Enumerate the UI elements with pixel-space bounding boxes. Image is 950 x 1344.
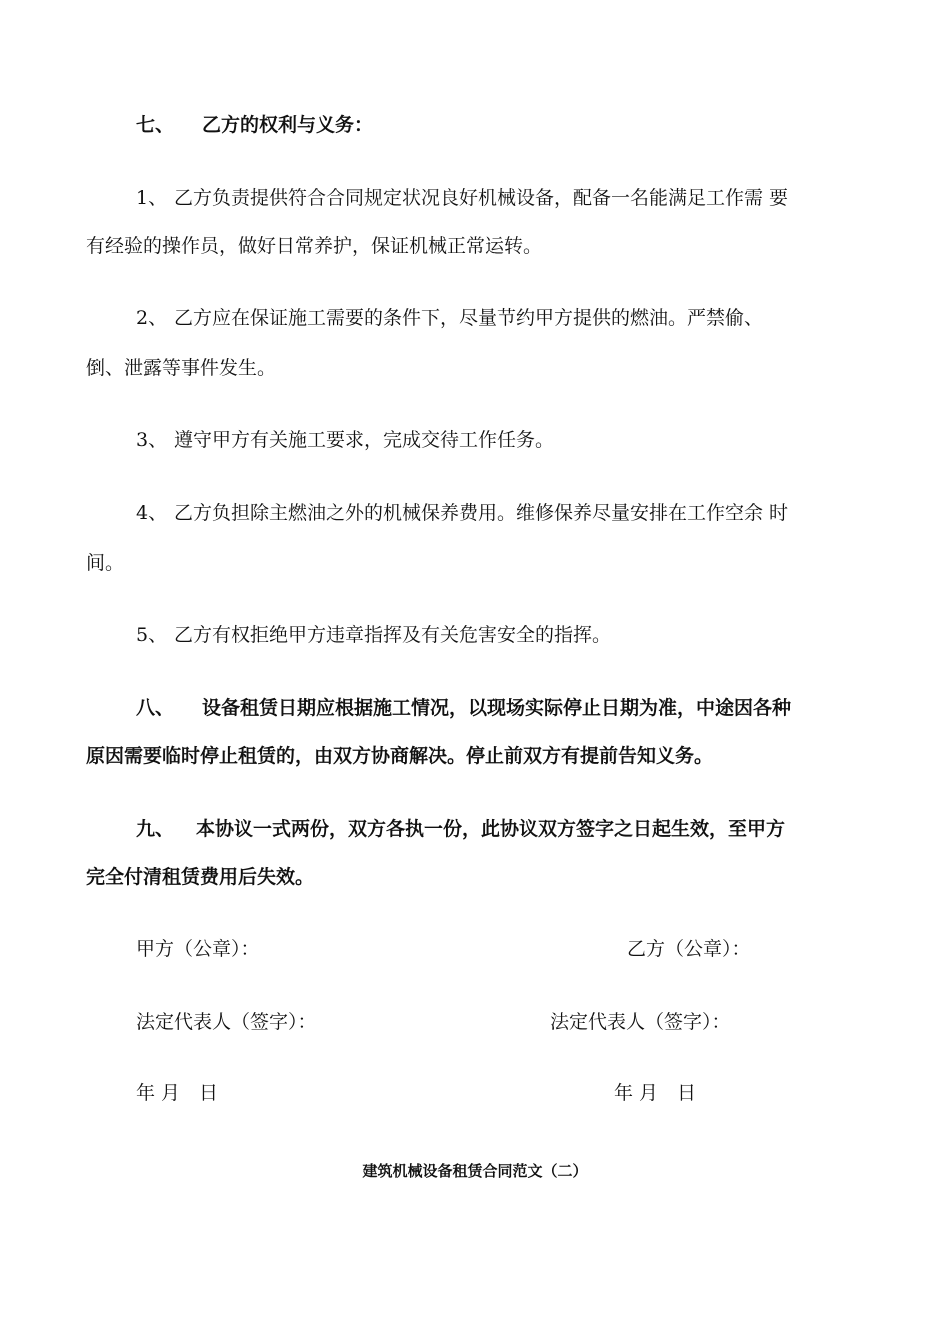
section-7-heading [136, 112, 922, 138]
item-1-text-1: 乙方负责提供符合合同规定状况良好机械设备，配备一名能满足工作需 要 [174, 187, 789, 209]
item-3-text-1: 遵守甲方有关施工要求，完成交待工作任务。 [174, 429, 555, 451]
party-b-date: 年 月 日 [614, 1082, 697, 1104]
section-7-number: 七、 [136, 114, 175, 136]
party-a-date: 年 月 日 [136, 1082, 219, 1104]
item-4-line-2: 间。 [86, 552, 125, 574]
item-1-line-1 [136, 185, 922, 211]
item-2-line-2: 倒、泄露等事件发生。 [86, 357, 277, 379]
section-8-text-1: 设备租赁日期应根据施工情况，以现场实际停止日期为准，中途因各种 [202, 697, 792, 719]
section-7-title: 乙方的权利与义务： [202, 114, 374, 136]
item-3-number: 3、 [136, 429, 168, 451]
item-5-number: 5、 [136, 624, 168, 646]
section-9-text-1: 本协议一式两份，双方各执一份，此协议双方签字之日起生效，至甲方 [196, 818, 786, 840]
item-3-line-1 [136, 427, 922, 453]
item-4-line-1 [136, 500, 922, 526]
item-2-line-1 [136, 305, 922, 331]
section-9-line-2: 完全付清租赁费用后失效。 [86, 866, 315, 888]
item-4-text-1: 乙方负担除主燃油之外的机械保养费用。维修保养尽量安排在工作空余 时 [174, 502, 789, 524]
item-5-line-1 [136, 622, 922, 648]
party-a-seal: 甲方（公章）： [136, 938, 260, 960]
item-4-number: 4、 [136, 502, 168, 524]
party-b-seal: 乙方（公章）： [627, 938, 751, 960]
item-1-line-2: 有经验的操作员，做好日常养护，保证机械正常运转。 [86, 235, 543, 257]
item-2-number: 2、 [136, 307, 168, 329]
next-document-title: 建筑机械设备租赁合同范文（二） [362, 1162, 588, 1180]
section-9-line-1 [136, 816, 922, 842]
item-1-number: 1、 [136, 187, 168, 209]
section-8-line-2: 原因需要临时停止租赁的，由双方协商解决。停止前双方有提前告知义务。 [86, 745, 714, 767]
item-5-text-1: 乙方有权拒绝甲方违章指挥及有关危害安全的指挥。 [174, 624, 612, 646]
item-2-text-1: 乙方应在保证施工需要的条件下，尽量节约甲方提供的燃油。严禁偷、 [174, 307, 764, 329]
party-b-representative: 法定代表人（签字）： [550, 1011, 731, 1033]
section-9-number: 九、 [136, 818, 175, 840]
section-8-number: 八、 [136, 697, 175, 719]
section-8-line-1 [136, 695, 922, 721]
party-a-representative: 法定代表人（签字）： [136, 1011, 317, 1033]
